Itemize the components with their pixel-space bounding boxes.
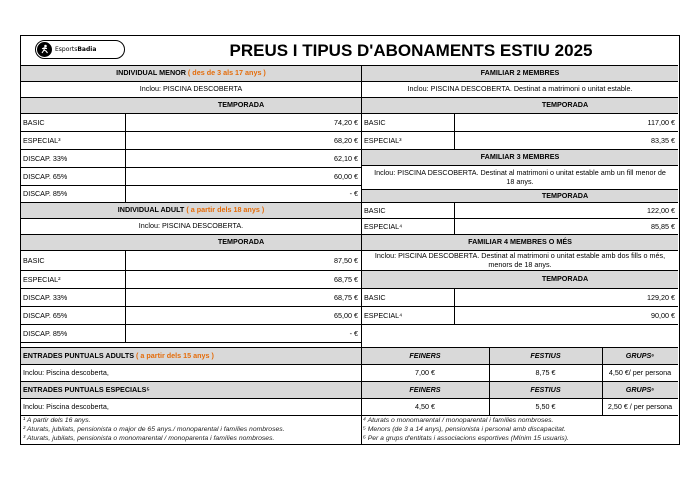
table-row: BASIC 122,00 € — [362, 203, 678, 219]
table-row: DISCAP. 85% - € — [21, 325, 361, 343]
footnote-4: ⁴ Aturats o monomarental / monoparental i famílies nombroses. — [363, 417, 554, 424]
table-row: BASIC 129,20 € — [362, 289, 678, 307]
familiar2-header: FAMILIAR 2 MEMBRES — [362, 66, 678, 82]
table-row: ESPECIAL² 68,75 € — [21, 271, 361, 289]
entrades-especials-row: Inclou: Piscina descoberta, 4,50 € 5,50 € 2,50 € / per persona — [21, 399, 678, 416]
familiar4-inclou: Inclou: PISCINA DESCOBERTA. Destinat al matrimoni o unitat estable amb dos fills o més, menors de 18 anys. — [362, 251, 678, 271]
logo-text: EsportsBadia — [55, 46, 97, 53]
familiar4-header: FAMILIAR 4 MEMBRES O MÉS — [362, 235, 678, 251]
table-row: ESPECIAL⁴ 90,00 € — [362, 307, 678, 325]
table-row: ESPECIAL³ 68,20 € — [21, 132, 361, 150]
familiar3-inclou: Inclou: PISCINA DESCOBERTA. Destinat al matrimoni o unitat estable amb un fill menor de 18 anys. — [362, 166, 678, 190]
footnote-3: ³ Aturats, jubilats, pensionista o monomarental / monoparenta i famílies nombroses. — [23, 435, 275, 442]
table-row: DISCAP. 33% 62,10 € — [21, 150, 361, 168]
table-row: BASIC 87,50 € — [21, 251, 361, 271]
individual-adult-header: INDIVIDUAL ADULT ( a partir dels 18 anys ) — [21, 203, 361, 219]
entrades-especials-header-row: ENTRADES PUNTUALS ESPECIALS⁵ FEINERS FESTIUS GRUPS⁶ — [21, 382, 678, 399]
table-row: BASIC 117,00 € — [362, 114, 678, 132]
familiar2-temporada: TEMPORADA — [362, 98, 678, 114]
page-title: PREUS I TIPUS D'ABONAMENTS ESTIU 2025 — [229, 41, 593, 60]
entrades-adults-header: ENTRADES PUNTUALS ADULTS ( a partir dels 15 anys ) — [23, 351, 214, 361]
price-sheet — [20, 35, 680, 445]
table-row: DISCAP. 65% 60,00 € — [21, 168, 361, 186]
table-row: ESPECIAL⁴ 85,85 € — [362, 219, 678, 235]
familiar4-temporada: TEMPORADA — [362, 271, 678, 289]
individual-menor-header: INDIVIDUAL MENOR ( des de 3 als 17 anys ) — [21, 66, 361, 82]
familiar3-header: FAMILIAR 3 MEMBRES — [362, 150, 678, 166]
table-row: ESPECIAL³ 83,35 € — [362, 132, 678, 150]
individual-adult-inclou: Inclou: PISCINA DESCOBERTA. — [21, 219, 361, 235]
table-row: BASIC 74,20 € — [21, 114, 361, 132]
footnote-5: ⁵ Menors (de 3 a 14 anys), pensionista i personal amb discapacitat. — [363, 426, 566, 433]
table-row: DISCAP. 33% 68,75 € — [21, 289, 361, 307]
individual-menor-inclou: Inclou: PISCINA DESCOBERTA — [21, 82, 361, 98]
familiar2-inclou: Inclou: PISCINA DESCOBERTA. Destinat a matrimoni o unitat estable. — [362, 82, 678, 98]
individual-menor-temporada: TEMPORADA — [21, 98, 361, 114]
entrades-adults-header-row: ENTRADES PUNTUALS ADULTS ( a partir dels 15 anys ) FEINERS FESTIUS GRUPS⁶ — [21, 348, 678, 365]
footnote-1: ¹ A partir dels 16 anys. — [23, 417, 91, 424]
table-row: DISCAP. 85% - € — [21, 186, 361, 203]
familiar3-temporada: TEMPORADA — [362, 190, 678, 203]
entrades-especials-header: ENTRADES PUNTUALS ESPECIALS⁵ — [23, 385, 150, 395]
footnote-6: ⁶ Per a grups d'entitats i associacions esportives (Mínim 15 usuaris). — [363, 435, 569, 442]
entrades-adults-row: Inclou: Piscina descoberta, 7,00 € 8,75 € 4,50 €/ per persona — [21, 365, 678, 382]
footnote-2: ² Aturats, jubilats, pensionista o major de 65 anys./ monoparental i famílies nombroses. — [23, 426, 285, 433]
table-row: DISCAP. 65% 65,00 € — [21, 307, 361, 325]
individual-adult-temporada: TEMPORADA — [21, 235, 361, 251]
